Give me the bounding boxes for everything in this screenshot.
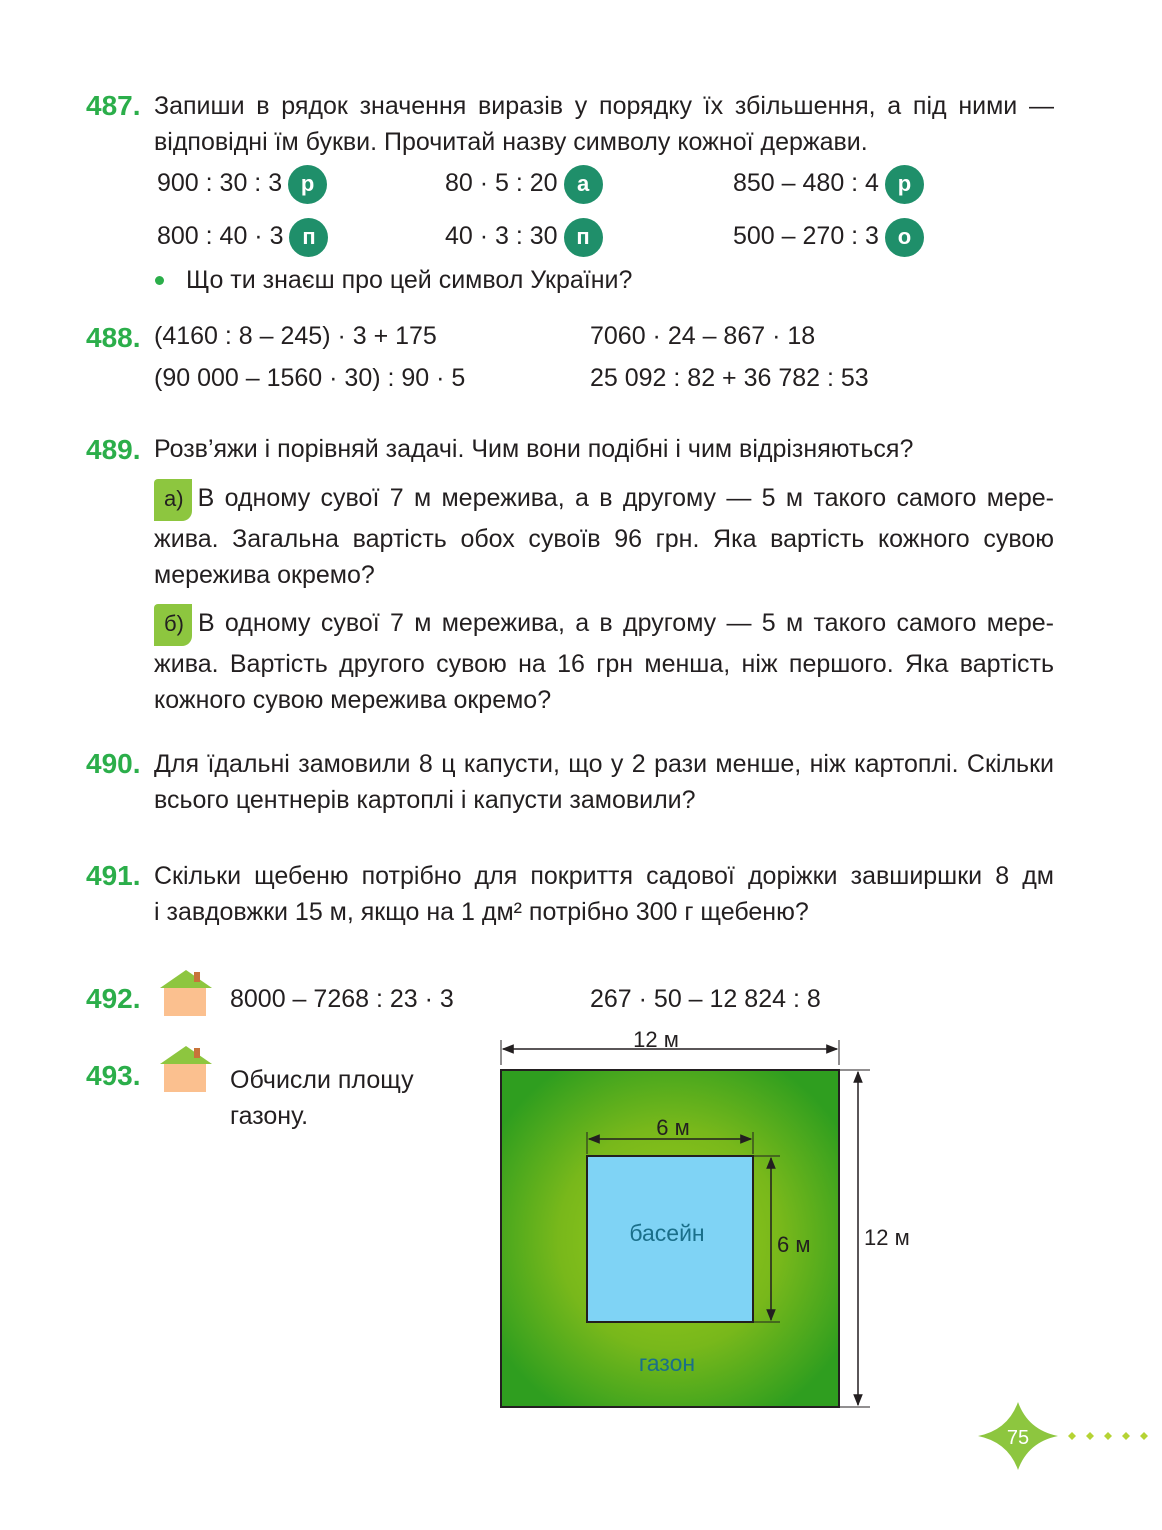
expression-text: 850 – 480 : 4 [733, 169, 879, 198]
expression-text: 80 · 5 : 20 [445, 169, 558, 198]
inner-height-label: 6 м [777, 1232, 811, 1257]
exercise-490-line1: Для їдальні замовили 8 ц капусти, що у 2 рази менше, ніж картоплі. Скільки [154, 750, 1054, 778]
part-b-line1 [154, 604, 1054, 646]
exercise-487-line2: відповідні їм букви. Прочитай назву символу кожної держави. [154, 128, 868, 156]
exercise-489-intro: Розв’яжи і порівняй задачі. Чим вони подібні і чим відрізняються? [154, 435, 914, 463]
inner-width-label: 6 м [656, 1115, 690, 1140]
expression-487-3 [733, 165, 924, 204]
outer-height-label: 12 м [864, 1225, 910, 1250]
expression-488-3: (90 000 – 1560 · 30) : 90 · 5 [154, 364, 466, 392]
part-b-line3: кожного сувою мережива окремо? [154, 686, 552, 714]
letter-badge: р [885, 165, 924, 204]
pool-label: басейн [629, 1220, 705, 1246]
lawn-label: газон [638, 1350, 696, 1376]
page-number: 75 [1006, 1427, 1030, 1449]
part-a-line1-text: В одному сувої 7 м мережива, а в другому — 5 м такого самого мере- [197, 484, 1054, 512]
letter-badge: п [564, 218, 603, 257]
part-b-label: б) [154, 604, 192, 646]
expression-492-1: 8000 – 7268 : 23 · 3 [230, 985, 454, 1013]
bullet-icon [155, 276, 164, 285]
exercise-487-text [154, 88, 1054, 160]
exercise-number-489: 489. [86, 434, 141, 465]
expression-492-2: 267 · 50 – 12 824 : 8 [590, 985, 821, 1013]
letter-badge: а [564, 165, 603, 204]
expression-487-5 [445, 218, 603, 257]
exercise-487-line1: Запиши в рядок значення виразів у порядку їх збільшення, а під ними — [154, 92, 1054, 120]
homework-house-icon [154, 966, 214, 1018]
page-number-ornament [976, 1400, 1162, 1472]
expression-text: 900 : 30 : 3 [157, 169, 283, 198]
sparkles-icon [1068, 1432, 1148, 1440]
part-a-line1 [154, 479, 1054, 521]
part-a-line2: жива. Загальна вартість обох сувоїв 96 грн. Яка вартість кожного сувою [154, 525, 1054, 553]
exercise-489-part-a [154, 479, 1054, 593]
exercise-number-492: 492. [86, 983, 141, 1014]
exercise-487-bullet-text: Що ти знаєш про цей символ України? [186, 266, 633, 294]
exercise-491-line2: і завдовжки 15 м, якщо на 1 дм² потрібно 300 г щебеню? [154, 898, 809, 926]
exercise-493-text [230, 1062, 414, 1134]
expression-488-1: (4160 : 8 – 245) · 3 + 175 [154, 322, 437, 350]
expression-487-1 [157, 165, 327, 204]
part-a-line3: мережива окремо? [154, 561, 375, 589]
letter-badge: р [288, 165, 327, 204]
expression-text: 800 : 40 · 3 [157, 222, 284, 251]
expression-text: 40 · 3 : 30 [445, 222, 558, 251]
expression-487-6 [733, 218, 924, 257]
letter-badge: п [289, 218, 328, 257]
exercise-number-488: 488. [86, 322, 141, 353]
outer-width-label: 12 м [633, 1027, 679, 1052]
expression-488-2: 7060 · 24 – 867 · 18 [590, 322, 816, 350]
expression-487-2 [445, 165, 603, 204]
exercise-490-text [154, 746, 1054, 818]
exercise-490-line2: всього центнерів картоплі і капусти замовили? [154, 786, 696, 814]
expression-487-4 [157, 218, 328, 257]
exercise-number-491: 491. [86, 860, 141, 891]
exercise-491-text [154, 858, 1054, 930]
part-b-line1-text: В одному сувої 7 м мережива, а в другому — 5 м такого самого мере- [197, 609, 1054, 637]
expression-text: 500 – 270 : 3 [733, 222, 879, 251]
part-b-line2: жива. Вартість другого сувою на 16 грн менша, ніж першого. Яка вартість [154, 650, 1054, 678]
exercise-493-line2: газону. [230, 1102, 309, 1130]
part-a-label: а) [154, 479, 192, 521]
exercise-491-line1: Скільки щебеню потрібно для покриття садової доріжки завширшки 8 дм [154, 862, 1054, 890]
homework-house-icon [154, 1042, 214, 1094]
expression-488-4: 25 092 : 82 + 36 782 : 53 [590, 364, 869, 392]
exercise-493-line1: Обчисли площу [230, 1066, 414, 1094]
letter-badge: о [885, 218, 924, 257]
exercise-number-487: 487. [86, 90, 141, 121]
exercise-489-part-b [154, 604, 1054, 718]
exercise-number-490: 490. [86, 748, 141, 779]
lawn-pool-figure [490, 1025, 930, 1415]
exercise-number-493: 493. [86, 1060, 141, 1091]
